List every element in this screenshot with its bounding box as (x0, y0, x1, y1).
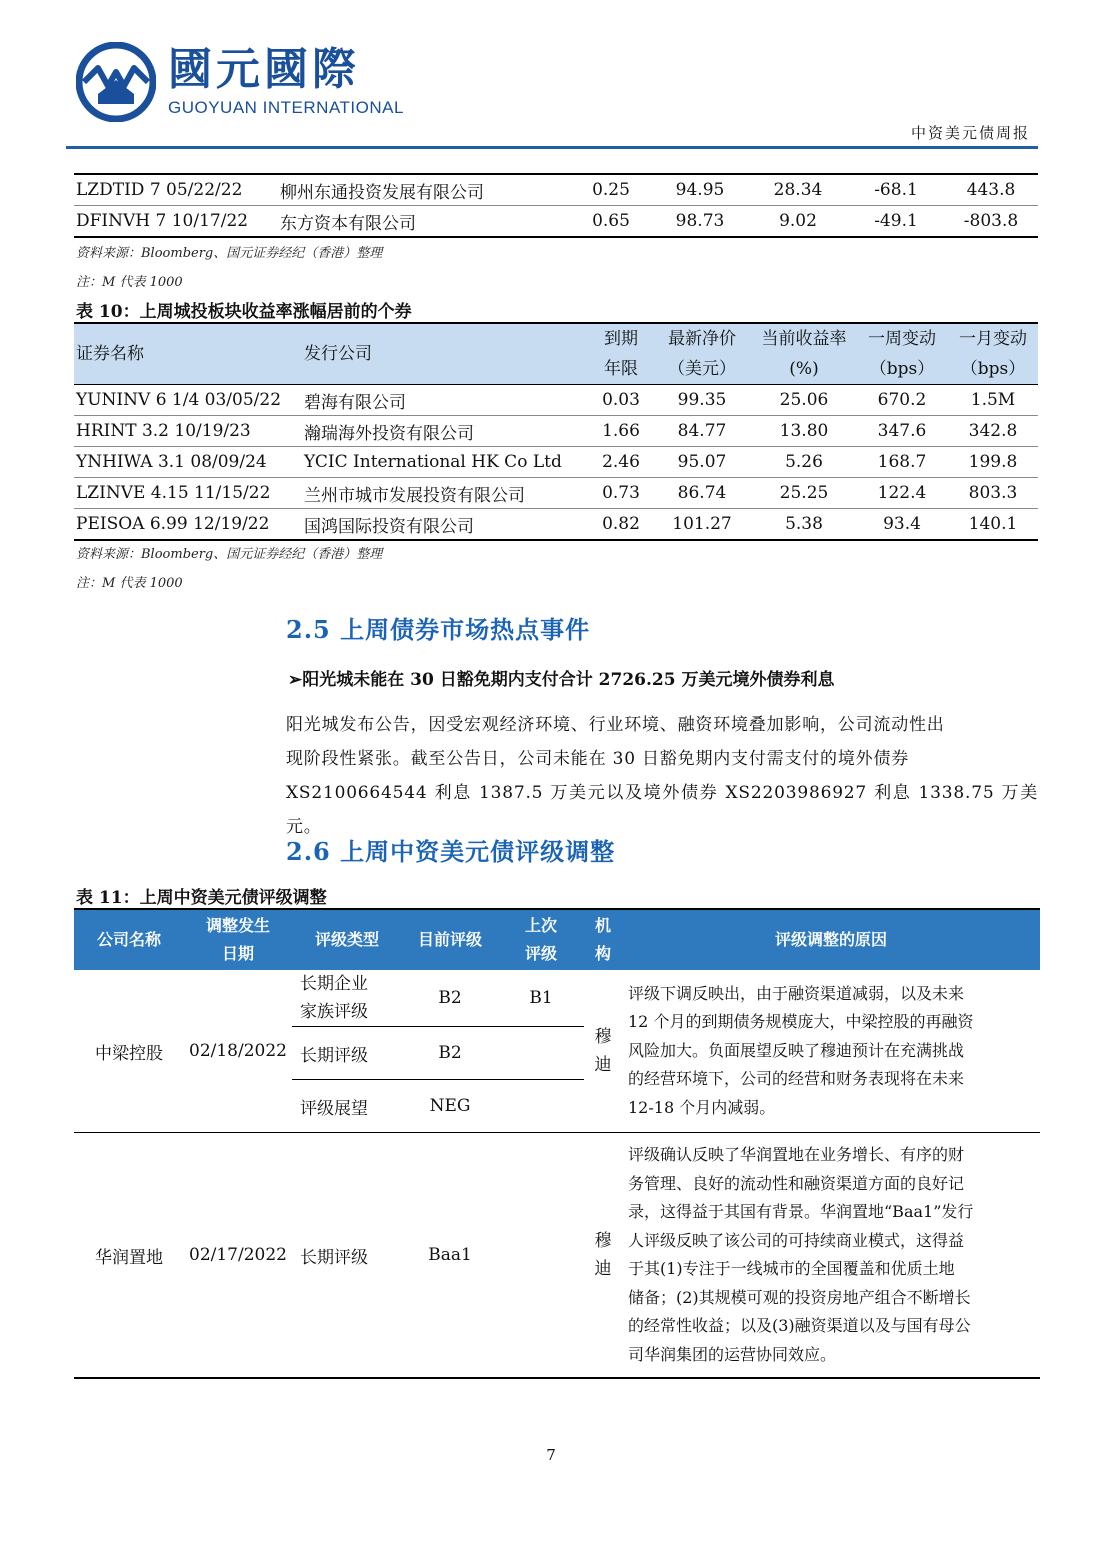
security-name-cell: YNHIWA 3.1 08/09/24 (74, 447, 304, 478)
yield-cell: 13.80 (752, 416, 856, 447)
logo-chinese-name: 國元國際 (168, 44, 360, 95)
table-row (74, 478, 1038, 509)
previous-rating-cell (498, 1080, 584, 1133)
table10-header-row (74, 323, 1038, 354)
rating-type-cell: 长期评级 (292, 1133, 402, 1379)
header-rating-type-label: 评级类型 (314, 930, 379, 949)
price-cell: 94.95 (652, 174, 748, 206)
reason-line: 12 个月的到期债务规模庞大，中梁控股的再融资 (628, 1012, 974, 1032)
header-issuer: 发行公司 (304, 323, 590, 385)
rating-type-cell: 长期评级 (292, 1027, 402, 1080)
reason-line: 评级下调反映出，由于融资渠道减弱，以及未来 (628, 983, 965, 1003)
event-paragraph (286, 708, 1038, 844)
yield-cell: 5.38 (752, 509, 856, 541)
company-cell: 中梁控股 (74, 970, 184, 1133)
security-name-cell: HRINT 3.2 10/19/23 (74, 416, 304, 447)
table-row (74, 447, 1038, 478)
reason-line: 的经常性收益；以及(3)融资渠道以及与国有母公 (628, 1316, 971, 1335)
issuer-cell: YCIC International HK Co Ltd (304, 447, 590, 478)
price-cell: 101.27 (652, 509, 752, 541)
top-bond-table (74, 173, 1038, 238)
header-agency-line2: 构 (594, 944, 611, 963)
reason-line: 风险加大。负面展望反映了穆迪预计在充满挑战 (628, 1040, 965, 1060)
paragraph-line: 现阶段性紧张。截至公告日，公司未能在 30 日豁免期内支付需支付的境外债券 (286, 749, 910, 769)
previous-rating-cell (498, 1133, 584, 1379)
previous-rating-cell: B1 (498, 970, 584, 1027)
reason-line: 评级确认反映了华润置地在业务增长、有序的财 (628, 1145, 965, 1164)
rating-type-line: 长期企业 (300, 974, 368, 994)
security-name-cell: YUNINV 6 1/4 03/05/22 (74, 385, 304, 416)
price-cell: 84.77 (652, 416, 752, 447)
agency-cell (584, 970, 622, 1133)
reason-line: 的经营环境下，公司的经营和财务表现将在未来 (628, 1069, 965, 1089)
price-cell: 98.73 (652, 206, 748, 238)
yield-cell: 25.06 (752, 385, 856, 416)
yield-cell: 28.34 (748, 174, 848, 206)
page-number: 7 (546, 1446, 556, 1464)
week-change-cell: 347.6 (856, 416, 948, 447)
header-prev-line2: 评级 (524, 944, 557, 963)
week-change-cell: -68.1 (848, 174, 944, 206)
rating-type-cell: 评级展望 (292, 1080, 402, 1133)
maturity-cell: 0.65 (570, 206, 652, 238)
header-date-line1: 调整发生 (205, 916, 270, 935)
reason-line: 司华润集团的运营协同效应。 (628, 1344, 837, 1364)
maturity-cell: 0.25 (570, 174, 652, 206)
header-date-line2: 日期 (221, 944, 254, 963)
logo-english-name: GUOYUAN INTERNATIONAL (168, 98, 404, 117)
issuer-cell: 碧海有限公司 (304, 385, 590, 416)
maturity-cell: 0.03 (590, 385, 652, 416)
paragraph-line: 阳光城发布公告，因受宏观经济环境、行业环境、融资环境叠加影响，公司流动性出 (286, 715, 945, 735)
issuer-cell: 柳州东通投资发展有限公司 (280, 174, 570, 206)
price-cell: 86.74 (652, 478, 752, 509)
table-row (74, 970, 1040, 1027)
current-rating-cell: Baa1 (402, 1133, 498, 1379)
header-current-rating (402, 909, 498, 970)
header-rule (66, 146, 1038, 149)
maturity-cell: 1.66 (590, 416, 652, 447)
table-row (74, 174, 1038, 206)
document-title: 中资美元债周报 (910, 124, 1030, 142)
agency-line: 迪 (594, 1259, 612, 1279)
header-month-unit: （bps） (948, 354, 1038, 385)
header-agency (584, 909, 622, 970)
header-rating-type (292, 909, 402, 970)
header-yield-unit: (%) (752, 354, 856, 385)
reason-line: 于其(1)专注于一线城市的全国覆盖和优质土地 (628, 1259, 955, 1278)
reason-line: 务管理、良好的流动性和融资渠道方面的良好记 (628, 1173, 965, 1193)
paragraph-line: XS2100664544 利息 1387.5 万美元以及境外债券 XS2203986927 利息 1338.75 万美元。 (286, 783, 1038, 837)
yield-cell: 9.02 (748, 206, 848, 238)
event-headline: ➢阳光城未能在 30 日豁免期内支付合计 2726.25 万美元境外债券利息 (288, 670, 835, 690)
security-name-cell: LZDTID 7 05/22/22 (74, 174, 280, 206)
week-change-cell: 670.2 (856, 385, 948, 416)
section-heading-2-5: 2.5 上周债券市场热点事件 (286, 615, 591, 644)
date-cell: 02/18/2022 (184, 970, 292, 1133)
security-name-cell: LZINVE 4.15 11/15/22 (74, 478, 304, 509)
header-agency-line1: 机 (594, 916, 611, 935)
header-security-name: 证券名称 (74, 323, 304, 385)
header-prev-line1: 上次 (524, 916, 557, 935)
table-row (74, 1133, 1040, 1379)
agency-line: 迪 (594, 1055, 612, 1075)
header-previous-rating (498, 909, 584, 970)
month-change-cell: 803.3 (948, 478, 1038, 509)
table-row (74, 509, 1038, 541)
week-change-cell: 168.7 (856, 447, 948, 478)
maturity-cell: 0.73 (590, 478, 652, 509)
week-change-cell: 122.4 (856, 478, 948, 509)
month-change-cell: -803.8 (944, 206, 1038, 238)
maturity-cell: 2.46 (590, 447, 652, 478)
reason-cell (622, 970, 1040, 1133)
table11-header-row (74, 909, 1040, 970)
header-month-change: 一月变动 (948, 323, 1038, 354)
month-change-cell: 342.8 (948, 416, 1038, 447)
header-company-label: 公司名称 (96, 930, 161, 949)
unit-note: 注：M 代表 1000 (76, 576, 183, 591)
table-row (74, 206, 1038, 238)
reason-cell (622, 1133, 1040, 1379)
date-cell: 02/17/2022 (184, 1133, 292, 1379)
source-note: 资料来源：Bloomberg、国元证券经纪（香港）整理 (76, 246, 383, 261)
reason-line: 储备；(2)其规模可观的投资房地产组合不断增长 (628, 1287, 971, 1307)
header-week-unit: （bps） (856, 354, 948, 385)
agency-line: 穆 (594, 1231, 612, 1251)
source-note: 资料来源：Bloomberg、国元证券经纪（香港）整理 (76, 547, 383, 562)
section-heading-2-6: 2.6 上周中资美元债评级调整 (286, 837, 616, 866)
maturity-cell: 0.82 (590, 509, 652, 541)
company-logo-icon (76, 42, 156, 122)
issuer-cell: 东方资本有限公司 (280, 206, 570, 238)
reason-line: 12-18 个月内减弱。 (628, 1097, 776, 1117)
security-name-cell: DFINVH 7 10/17/22 (74, 206, 280, 238)
table10 (74, 322, 1038, 541)
previous-rating-cell (498, 1027, 584, 1080)
month-change-cell: 443.8 (944, 174, 1038, 206)
header-price-unit: （美元） (652, 354, 752, 385)
header-price: 最新净价 (652, 323, 752, 354)
week-change-cell: 93.4 (856, 509, 948, 541)
current-rating-cell: B2 (402, 1027, 498, 1080)
month-change-cell: 1.5M (948, 385, 1038, 416)
header-date (184, 909, 292, 970)
month-change-cell: 199.8 (948, 447, 1038, 478)
header-yield: 当前收益率 (752, 323, 856, 354)
header-reason-label: 评级调整的原因 (774, 930, 887, 949)
month-change-cell: 140.1 (948, 509, 1038, 541)
table-row (74, 416, 1038, 447)
issuer-cell: 兰州市城市发展投资有限公司 (304, 478, 590, 509)
issuer-cell: 国鸿国际投资有限公司 (304, 509, 590, 541)
table11-caption: 表 11：上周中资美元债评级调整 (76, 888, 327, 908)
yield-cell: 5.26 (752, 447, 856, 478)
reason-line: 录，这得益于其国有背景。华润置地“Baa1”发行 (628, 1202, 974, 1221)
yield-cell: 25.25 (752, 478, 856, 509)
agency-cell (584, 1133, 622, 1379)
header-maturity-unit: 年限 (590, 354, 652, 385)
rating-type-line: 家族评级 (300, 1002, 368, 1022)
current-rating-cell: B2 (402, 970, 498, 1027)
table-row (74, 385, 1038, 416)
table10-caption: 表 10：上周城投板块收益率涨幅居前的个券 (76, 302, 412, 322)
header-reason (622, 909, 1040, 970)
price-cell: 95.07 (652, 447, 752, 478)
unit-note: 注：M 代表 1000 (76, 275, 183, 290)
header-week-change: 一周变动 (856, 323, 948, 354)
reason-line: 人评级反映了该公司的可持续商业模式，这得益 (628, 1230, 965, 1250)
rating-type-cell (292, 970, 402, 1027)
issuer-cell: 瀚瑞海外投资有限公司 (304, 416, 590, 447)
agency-line: 穆 (594, 1027, 612, 1047)
header-company (74, 909, 184, 970)
header-maturity: 到期 (590, 323, 652, 354)
table11 (74, 908, 1040, 1379)
current-rating-cell: NEG (402, 1080, 498, 1133)
week-change-cell: -49.1 (848, 206, 944, 238)
security-name-cell: PEISOA 6.99 12/19/22 (74, 509, 304, 541)
company-cell: 华润置地 (74, 1133, 184, 1379)
price-cell: 99.35 (652, 385, 752, 416)
header-current-rating-label: 目前评级 (417, 930, 482, 949)
